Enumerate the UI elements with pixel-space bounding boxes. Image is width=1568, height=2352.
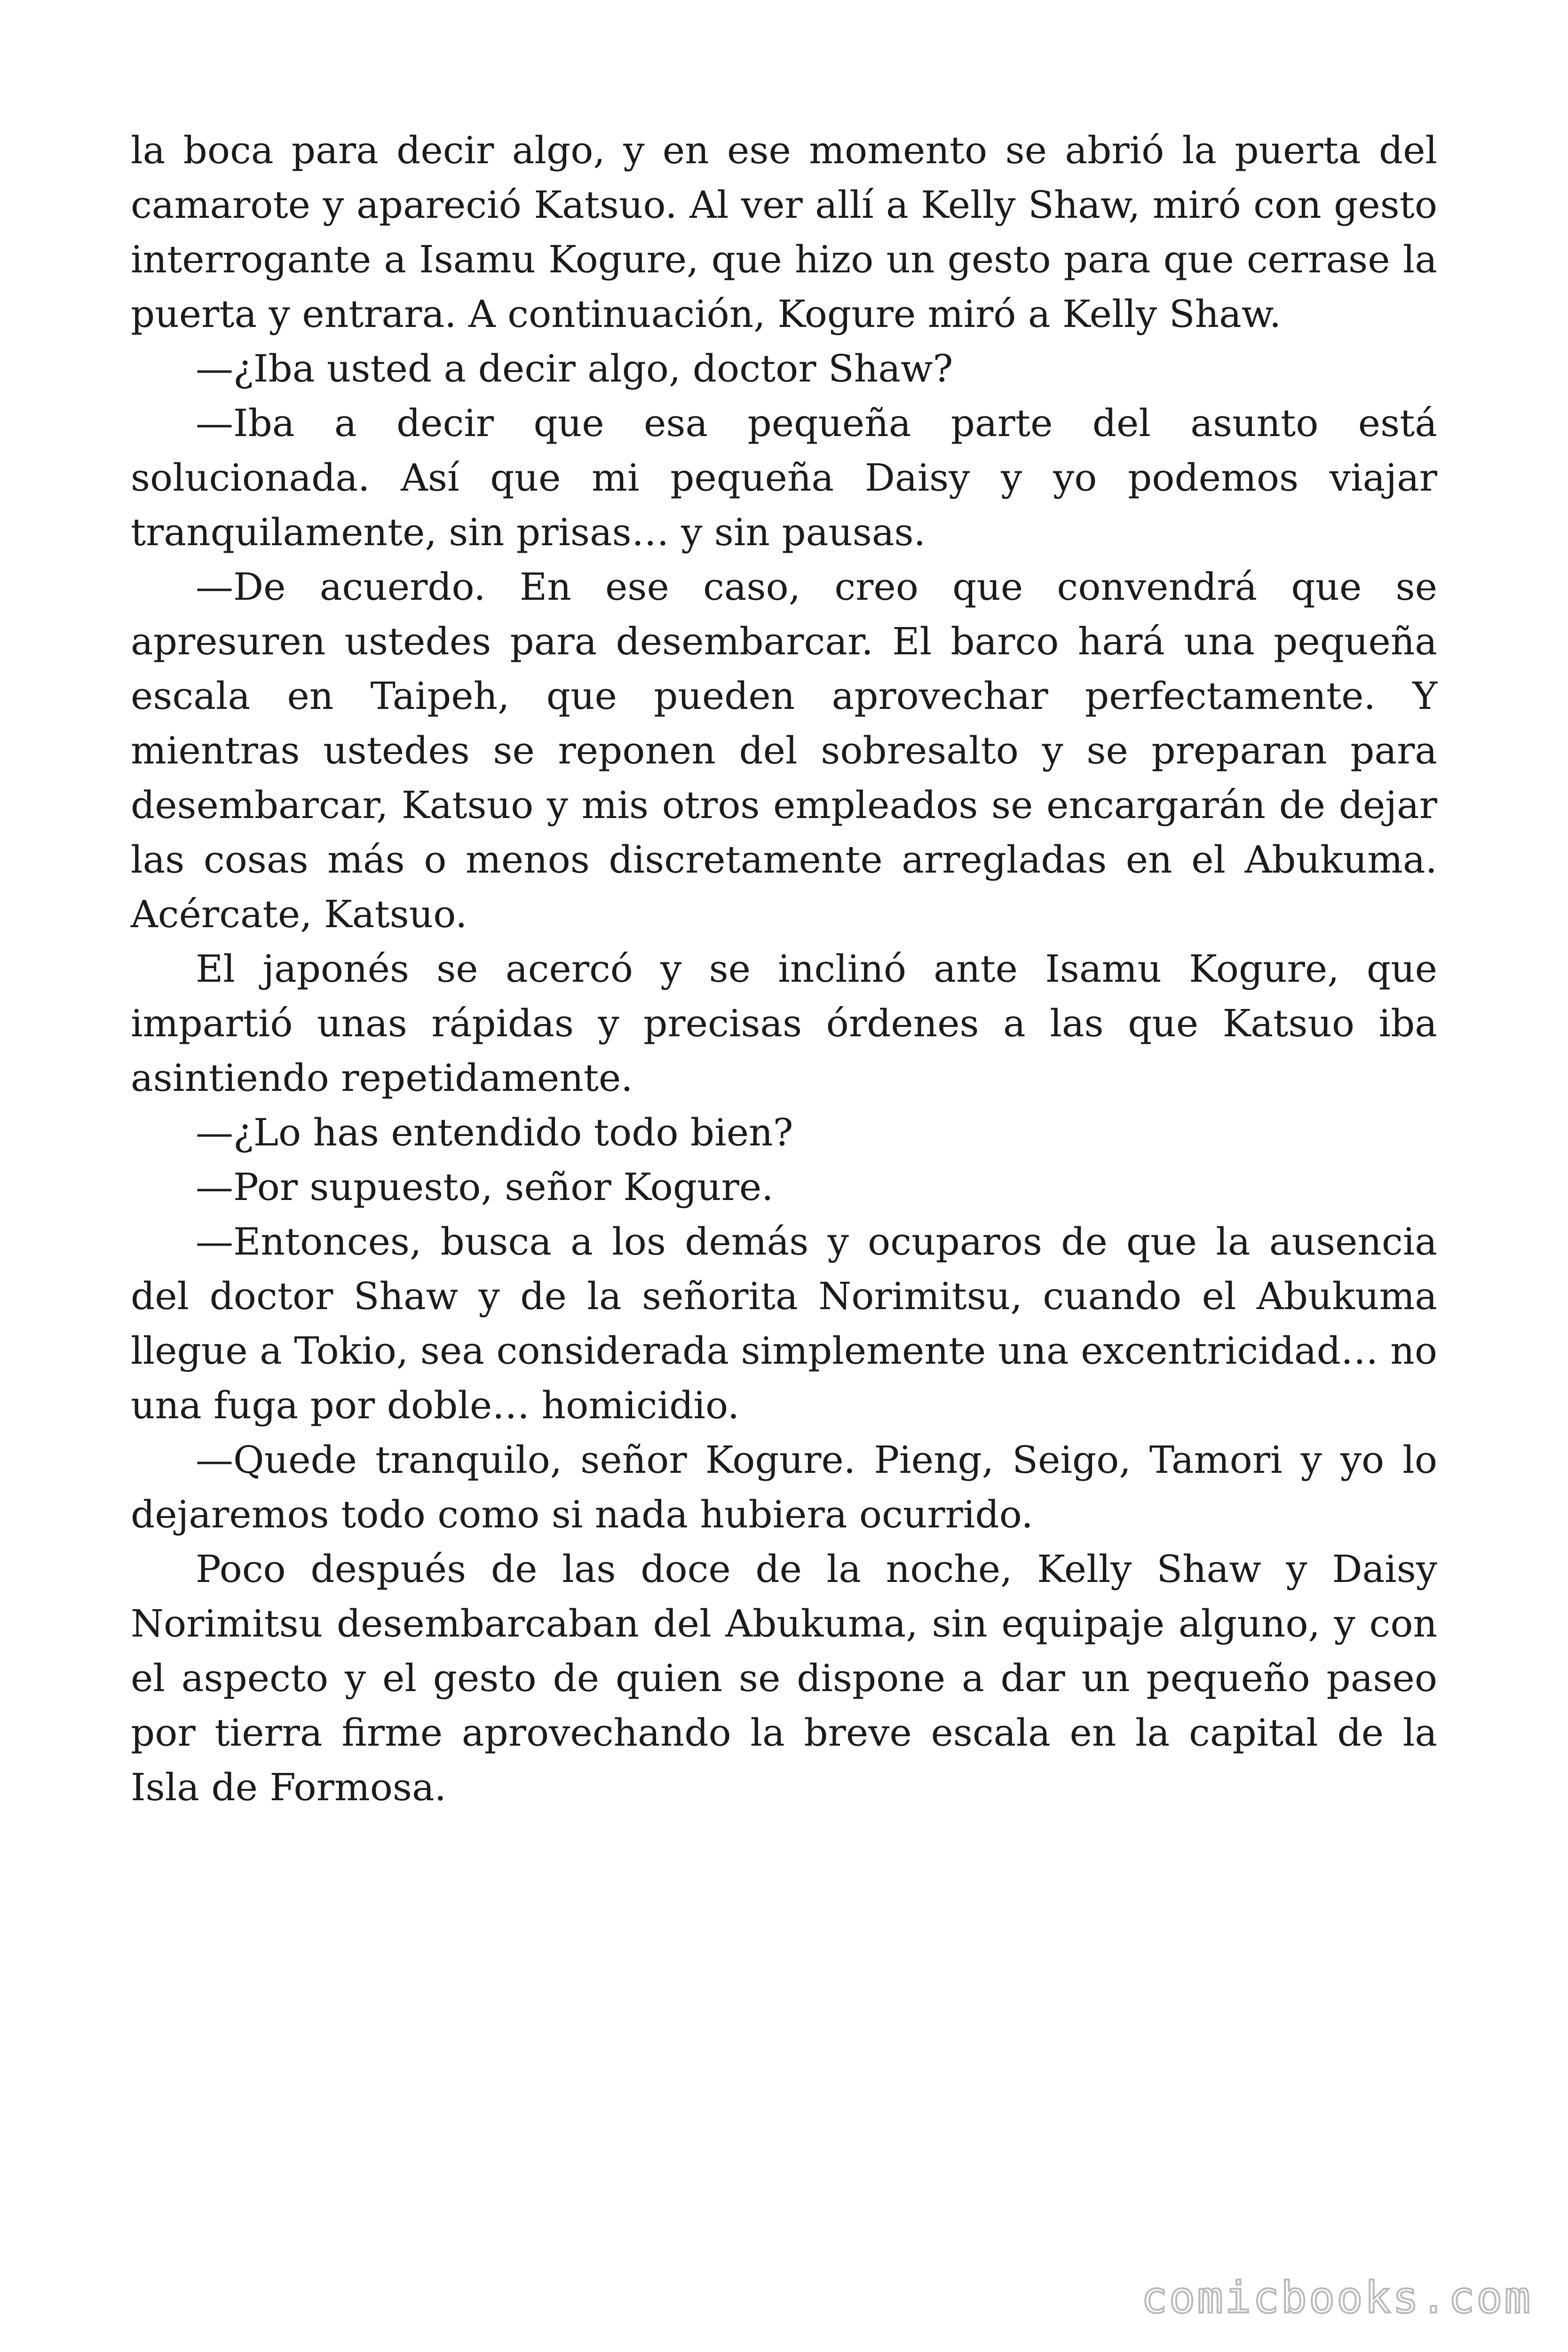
paragraph: —Por supuesto, señor Kogure. — [196, 1165, 774, 1209]
paragraph: —¿Lo has entendido todo bien? — [196, 1111, 793, 1154]
page-text — [131, 123, 1437, 1815]
paragraph: —Iba a decir que esa pequeña parte del asunto está solucionada. Así que mi pequeña Daisy y yo podemos viajar tranquilamente, sin prisas… y sin pausas. — [131, 401, 1437, 554]
watermark: comicbooks.com — [1141, 2273, 1532, 2323]
paragraph: la boca para decir algo, y en ese momento se abrió la puerta del camarote y apareció Katsuo. Al ver allí a Kelly Shaw, miró con gesto interrogante a Isamu Kogure, que hizo un gesto para que cerrase la puerta y entrara. A continuación, Kogure miró a Kelly Shaw. — [131, 128, 1437, 336]
paragraph: —¿Iba usted a decir algo, doctor Shaw? — [196, 347, 953, 390]
paragraph: El japonés se acercó y se inclinó ante Isamu Kogure, que impartió unas rápidas y precisas órdenes a las que Katsuo iba asintiendo repetidamente. — [131, 947, 1437, 1100]
paragraph: —Entonces, busca a los demás y ocuparos de que la ausencia del doctor Shaw y de la señorita Norimitsu, cuando el Abukuma llegue a Tokio, sea considerada simplemente una excentricidad… no una fuga por doble… homicidio. — [131, 1220, 1437, 1427]
paragraph: —De acuerdo. En ese caso, creo que convendrá que se apresuren ustedes para desembarcar. El barco hará una pequeña escala en Taipeh, que pueden aprovechar perfectamente. Y mientras ustedes se reponen del sobresalto y se preparan para desembarcar, Katsuo y mis otros empleados se encargarán de dejar las cosas más o menos discretamente arregladas en el Abukuma. Acércate, Katsuo. — [131, 565, 1437, 936]
paragraph: —Quede tranquilo, señor Kogure. Pieng, Seigo, Tamori y yo lo dejaremos todo como si nada hubiera ocurrido. — [131, 1438, 1437, 1536]
paragraph: Poco después de las doce de la noche, Kelly Shaw y Daisy Norimitsu desembarcaban del Abukuma, sin equipaje alguno, y con el aspecto y el gesto de quien se dispone a dar un pequeño paseo por tierra firme aprovechando la breve escala en la capital de la Isla de Formosa. — [131, 1547, 1437, 1809]
